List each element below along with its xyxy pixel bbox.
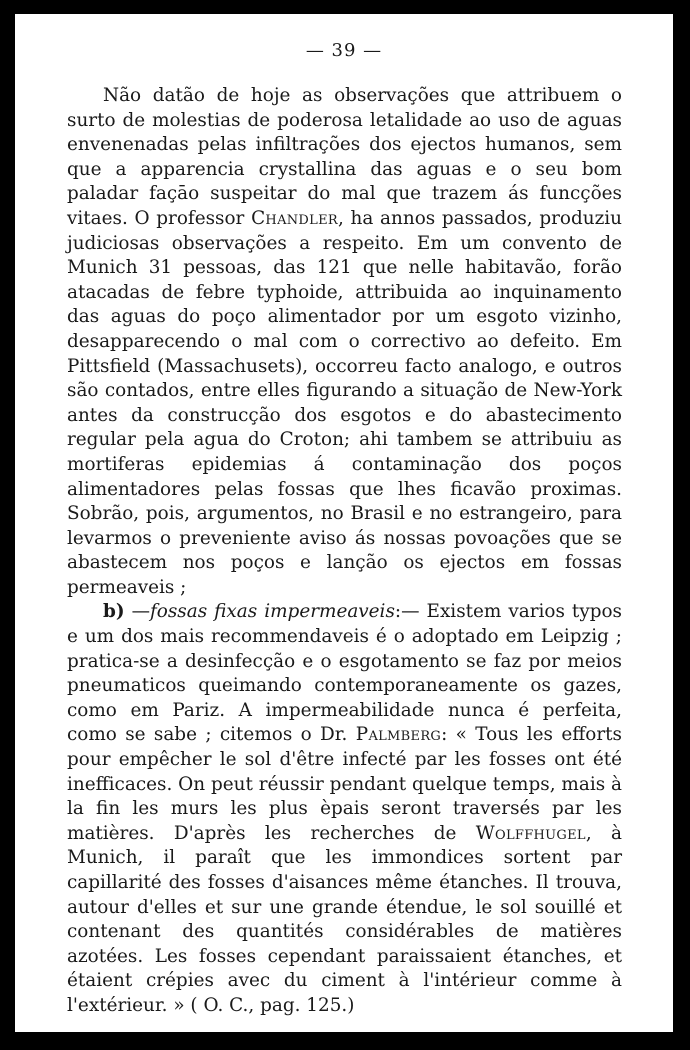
quotation-text: : « Tous les efforts pour empêcher le sol d'être infecté par les fosses ont été inefficaces. On peut réussir pendant quelque temps, mais à la fin les murs les plus èpais seront traversés par les matières. D'après les recherches de bbox=[67, 724, 622, 844]
paragraph-impermeable-cesspits bbox=[67, 600, 622, 1018]
title-dr: Dr. bbox=[320, 724, 356, 746]
paragraph-text: , ha annos passados, produziu judiciosas observações a respeito. Em um convento de Munich 31 pessoas, das 121 que nelle habitavão, forão atacadas de febre typhoide, attribuida ao inquinamento das aguas do poço alimentador por um esgoto vizinho, desapparecendo o mal com o correctivo ao defeito. Em Pittsfield (Massachusets), occorreu facto analogo, e outros são contados, entre elles figurando a situação de New-York antes da construcção dos esgotos e do abastecimento regular pela agua do Croton; ahi tambem se attribuiu as mortiferas epidemias á contaminação dos poços alimentadores pelas fossas que lhes ficavão proximas. Sobrão, pois, argumentos, no Brasil e no estrangeiro, para levarmos o preveniente aviso ás nossas povoações que se abastecem nos poços e lanção os ejectos em fossas permeaveis ; bbox=[67, 207, 622, 598]
paragraph-observations bbox=[67, 84, 622, 600]
separator: :— bbox=[394, 601, 427, 623]
author-name: Palmberg bbox=[355, 724, 442, 746]
dash: — bbox=[124, 601, 150, 623]
page bbox=[15, 14, 673, 1032]
paragraph-text: Existem varios typos e um dos mais recommendaveis é o adoptado em Leipzig ; pratica-se a desinfecção e o esgotamento se faz por meios pneumaticos queimando contemporaneamente os gazes, como em Pariz. A impermeabilidade nunca é perfeita, como se sabe ; citemos o bbox=[67, 601, 622, 746]
author-name: Chandler bbox=[251, 207, 338, 229]
section-heading: fossas fixas impermeaveis bbox=[149, 601, 395, 623]
page-number: — 39 — bbox=[305, 40, 383, 61]
list-marker: b) bbox=[103, 601, 125, 623]
paragraph-text: Não datão de hoje as observações que attribuem o surto de molestias de poderosa letalidade ao uso de aguas envenenadas pelas infiltrações dos ejectos humanos, sem que a apparencia crystallina das aguas e o seu bom paladar façāo suspeitar do mal que trazem ás funcções vitaes. O professor bbox=[67, 85, 622, 229]
quotation-text: , à Munich, il paraît que les immondices sortent par capillarité des fosses d'aisances même étanches. Il trouva, autour d'elles et sur une grande étendue, le sol souillé et contenant des quantités considérables de matières azotées. Les fosses cependant paraissaient étanches, et étaient crépies avec du ciment à l'intérieur comme à l'extérieur. » ( O. C., pag. 125.) bbox=[67, 822, 622, 1016]
author-name: Wolffhugel bbox=[475, 822, 586, 844]
body-text bbox=[67, 84, 622, 1019]
